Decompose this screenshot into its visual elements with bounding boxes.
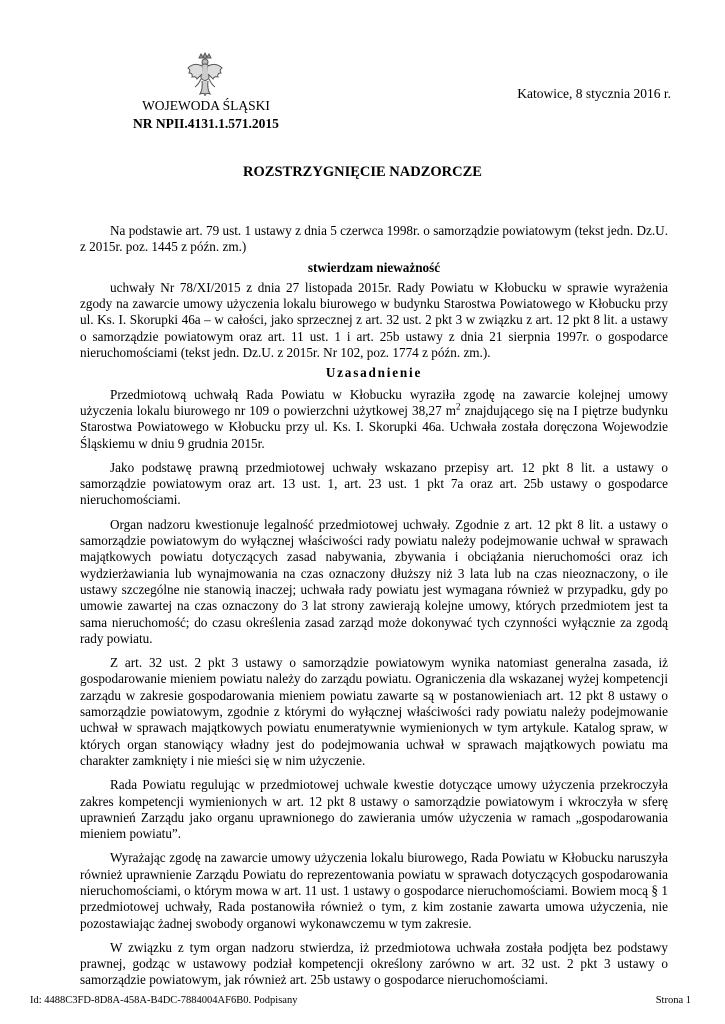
document-body [80, 223, 668, 997]
justification-paragraph-1 [80, 387, 668, 452]
paragraph-text: znajdującego się na I piętrze budynku Starostwa Powiatowego w Kłobucku przy ul. Ks. I. Skorupki 46a. Uchwała została doręczona Wojewodzie Śląskiemu w dniu 9 grudnia 2015r. [80, 402, 668, 451]
reference-number: NR NPII.4131.1.571.2015 [133, 116, 279, 131]
justification-paragraph-7: W związku z tym organ nadzoru stwierdza, iż przedmiotowa uchwała została podjęta bez podstawy prawnej, godząc w ustawowy podział kompetencji określony zarówno w art. 32 ust. 2 pkt 3 ustawy o samorządzie powiatowym, jak również art. 25b ustawy o gospodarce nieruchomościami. [80, 939, 668, 988]
declaration-paragraph: uchwały Nr 78/XI/2015 z dnia 27 listopada 2015r. Rady Powiatu w Kłobucku w sprawie wyrażenia zgody na zawarcie umowy użyczenia lokalu biurowego w budynku Starostwa Powiatowego w Kłobucku przy ul. Ks. I. Skorupki 46a – w całości, jako sprzecznej z art. 32 ust. 2 pkt 3 w związku z art. 12 pkt 8 lit. a ustawy o samorządzie powiatowym oraz art. 11 ust. 1 i art. 25b ustawy z dnia 21 sierpnia 1997r. o gospodarce nieruchomościami (tekst jedn. Dz.U. z 2015r. Nr 102, poz. 1774 z późn. zm.). [80, 279, 668, 361]
superscript: 2 [456, 401, 461, 412]
justification-heading: Uzasadnienie [325, 365, 423, 381]
page-number: Strona 1 [655, 995, 691, 1006]
declaration-heading: stwierdzam nieważność [307, 259, 441, 275]
polish-eagle-emblem-icon [186, 52, 224, 98]
justification-paragraph-3: Organ nadzoru kwestionuje legalność przedmiotowej uchwały. Zgodnie z art. 12 pkt 8 lit. a ustawy o samorządzie powiatowym do wyłącznej właściwości rady powiatu należy podejmowanie uchwał w sprawach majątkowych powiatu dotyczących zasad nabywania, zbywania i obciążania nieruchomości oraz ich wydzierżawiania lub wynajmowania na czas oznaczony dłuższy niż 3 lata lub na czas nieoznaczony, o ile ustawy szczególne nie stanowią inaczej; uchwała rady powiatu jest wymagana również w przypadku, gdy po umowie zawartej na czas oznaczony do 3 lat strony zawierają kolejne umowy, których przedmiotem jest ta sama nieruchomość; do czasu określenia zasad zarząd może dokonywać tych czynności wyłącznie za zgodą rady powiatu. [80, 516, 668, 646]
justification-paragraph-5: Rada Powiatu regulując w przedmiotowej uchwale kwestie dotyczące umowy użyczenia przekroczyła zakres kompetencji wymienionych w art. 12 pkt 8 ustawy o samorządzie powiatowym i wkroczyła w sferę uprawnień Zarządu jako organu uprawnionego do zawierania umów użyczenia w ramach „gospodarowania mieniem powiatu”. [80, 777, 668, 842]
justification-paragraph-2: Jako podstawę prawną przedmiotowej uchwały wskazano przepisy art. 12 pkt 8 lit. a ustawy o samorządzie powiatowym oraz art. 13 ust. 1, art. 23 ust. 1 pkt 7a oraz art. 25b ustawy o gospodarce nieruchomościami. [80, 459, 668, 508]
document-id-footer: Id: 4488C3FD-8D8A-458A-B4DC-7884004AF6B0. Podpisany [30, 995, 298, 1006]
justification-paragraph-6: Wyrażając zgodę na zawarcie umowy użyczenia lokalu biurowego, Rada Powiatu w Kłobucku naruszyła również uprawnienie Zarządu Powiatu do reprezentowania powiatu w sprawach dotyczących gospodarowania nieruchomościami, o którym mowa w art. 11 ust. 1 ustawy o gospodarce nieruchomościami. Bowiem mocą § 1 przedmiotowej uchwały, Rada postanowiła również o tym, z kim zostanie zawarta umowa użyczenia, nie pozostawiając żadnej swobody organowi wykonawczemu w tym zakresie. [80, 850, 668, 931]
place-and-date: Katowice, 8 stycznia 2016 r. [517, 86, 671, 101]
document-title: ROZSTRZYGNIĘCIE NADZORCZE [243, 164, 482, 180]
justification-paragraph-4: Z art. 32 ust. 2 pkt 3 ustawy o samorządzie powiatowym wynika natomiast generalna zasada, iż gospodarowanie mieniem powiatu należy do zarządu powiatu. Ograniczenia dla wskazanej wyżej kompetencji zarządu w zakresie gospodarowania mieniem powiatu zawarte są w postanowieniach art. 12 pkt 8 ustawy o samorządzie powiatowym, zgodnie z którymi do wyłącznej właściwości rady powiatu należy podejmowanie uchwał w sprawach majątkowych powiatu enumeratywnie wymienionych w tym artykule. Katalog spraw, w których organ stanowiący władny jest do podejmowania uchwał w sprawach majątkowych powiatu ma charakter zamknięty i nie mieści się w nim użyczenie. [80, 655, 668, 768]
legal-basis-paragraph: Na podstawie art. 79 ust. 1 ustawy z dnia 5 czerwca 1998r. o samorządzie powiatowym (tekst jedn. Dz.U. z 2015r. poz. 1445 z późn. zm.) [80, 223, 668, 255]
authority-name: WOJEWODA ŚLĄSKI [142, 98, 270, 113]
paragraph-text: Przedmiotową uchwałą Rada Powiatu w Kłobucku wyraziła zgodę na zawarcie kolejnej umowy użyczenia lokalu biurowego nr 109 o powierzchni użytkowej 38,27 m [80, 386, 668, 418]
